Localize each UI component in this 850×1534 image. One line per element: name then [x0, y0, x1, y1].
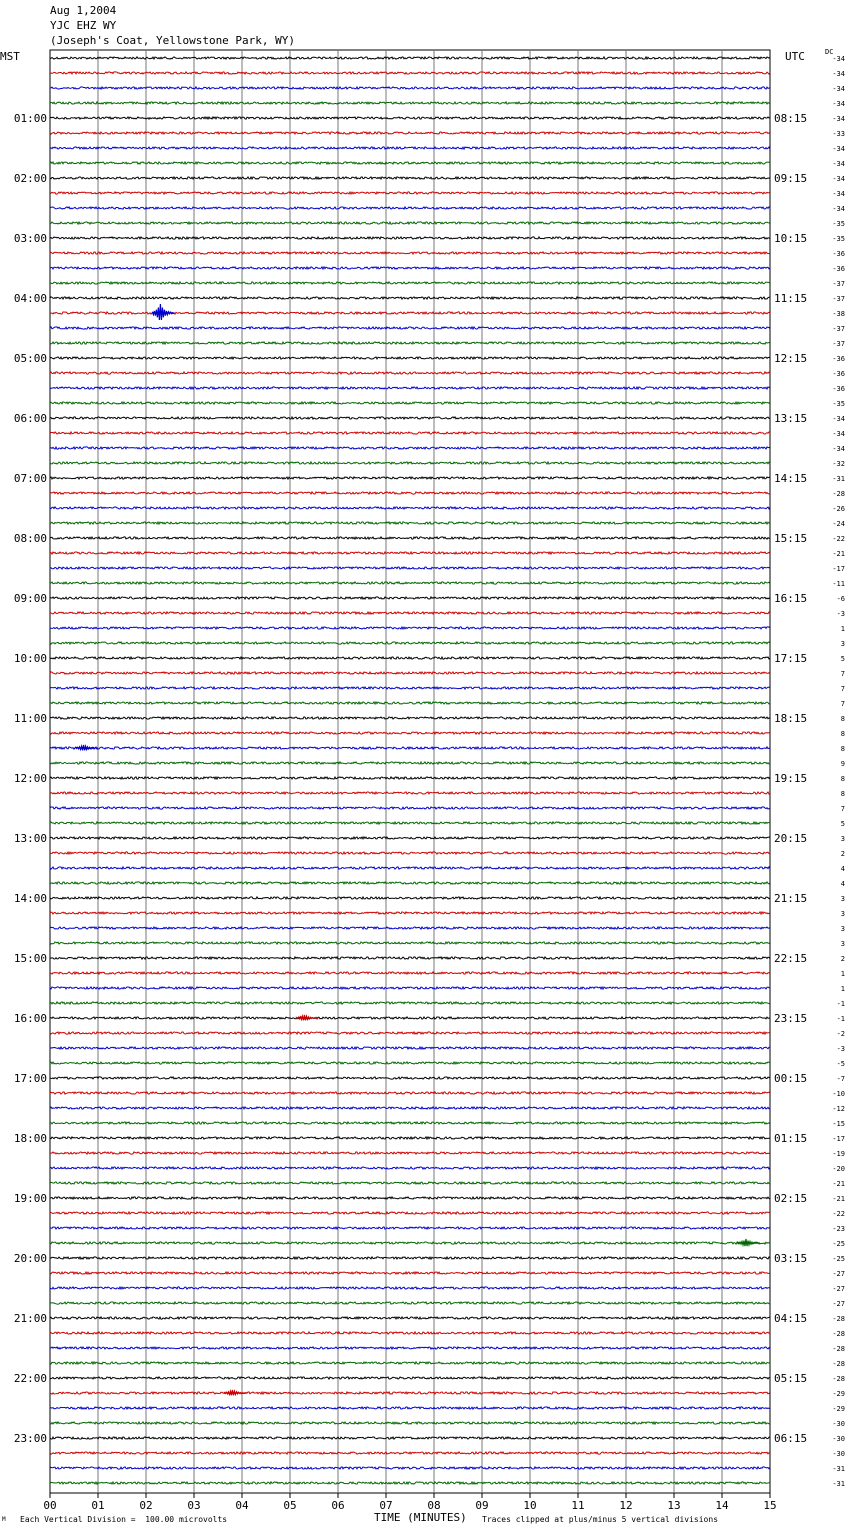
dc-offset-label: -36	[832, 385, 845, 393]
seismic-trace	[50, 1047, 770, 1049]
mst-hour-label: 20:00	[13, 1252, 47, 1265]
seismic-event	[296, 1015, 318, 1020]
dc-offset-label: -27	[832, 1285, 845, 1293]
mst-hour-label: 08:00	[13, 532, 47, 545]
dc-offset-label: -27	[832, 1270, 845, 1278]
dc-offset-label: -30	[832, 1450, 845, 1458]
seismic-trace	[50, 447, 770, 449]
dc-offset-label: 7	[840, 670, 845, 678]
dc-offset-label: 3	[840, 925, 845, 933]
mst-hour-label: 21:00	[13, 1312, 47, 1325]
x-tick-label: 04	[235, 1499, 249, 1512]
utc-hour-label: 17:15	[774, 652, 808, 665]
clip-note: Traces clipped at plus/minus 5 vertical divisions	[482, 1515, 719, 1524]
dc-offset-label: -28	[832, 1345, 845, 1353]
seismic-trace	[50, 477, 770, 479]
seismic-trace	[50, 762, 770, 764]
x-tick-label: 07	[379, 1499, 393, 1512]
seismic-trace	[50, 777, 770, 779]
dc-offset-label: -38	[832, 310, 845, 318]
dc-offset-label: -30	[832, 1420, 845, 1428]
seismic-trace	[50, 1347, 770, 1349]
seismic-trace	[50, 732, 770, 734]
utc-hour-label: 19:15	[774, 772, 808, 785]
dc-offset-label: -33	[832, 130, 845, 138]
seismic-trace	[50, 852, 770, 854]
utc-hour-label: 15:15	[774, 532, 808, 545]
utc-hour-label: 06:15	[774, 1432, 808, 1445]
mst-hour-label: 05:00	[13, 352, 47, 365]
seismic-trace	[50, 1242, 770, 1244]
seismic-trace	[50, 1182, 770, 1184]
dc-offset-label: -29	[832, 1405, 845, 1413]
dc-offset-label: -3	[836, 610, 845, 618]
utc-hour-label: 05:15	[774, 1372, 808, 1385]
dc-offset-label: -37	[832, 325, 845, 333]
dc-offset-label: 1	[840, 970, 845, 978]
dc-offset-label: -11	[832, 580, 845, 588]
dc-offset-label: -3	[836, 1045, 845, 1053]
seismic-trace	[50, 1212, 770, 1214]
dc-offset-label: -25	[832, 1255, 845, 1263]
utc-hour-label: 10:15	[774, 232, 808, 245]
seismic-trace	[50, 927, 770, 929]
dc-offset-label: -10	[832, 1090, 845, 1098]
dc-offset-label: 3	[840, 640, 845, 648]
seismic-trace	[50, 402, 770, 404]
seismic-trace	[50, 1032, 770, 1034]
station-location: (Joseph's Coat, Yellowstone Park, WY)	[50, 34, 296, 47]
x-tick-label: 06	[331, 1499, 345, 1512]
seismic-trace	[50, 642, 770, 644]
seismic-trace	[50, 102, 770, 104]
seismic-trace	[50, 492, 770, 494]
x-tick-label: 05	[283, 1499, 297, 1512]
seismic-trace	[50, 177, 770, 179]
seismic-trace	[50, 687, 770, 689]
utc-hour-label: 03:15	[774, 1252, 808, 1265]
dc-offset-label: -15	[832, 1120, 845, 1128]
dc-offset-label: -34	[832, 100, 845, 108]
seismic-trace	[50, 507, 770, 509]
seismic-trace	[50, 912, 770, 914]
dc-offset-label: -36	[832, 250, 845, 258]
dc-offset-label: 9	[840, 760, 845, 768]
seismic-trace	[50, 1227, 770, 1229]
seismic-trace	[50, 327, 770, 329]
dc-offset-label: -22	[832, 535, 845, 543]
mst-hour-label: 14:00	[13, 892, 47, 905]
seismic-trace	[50, 1167, 770, 1169]
dc-offset-label: -25	[832, 1240, 845, 1248]
utc-hour-label: 23:15	[774, 1012, 808, 1025]
seismic-trace	[50, 882, 770, 884]
dc-offset-label: 3	[840, 835, 845, 843]
mst-hour-label: 16:00	[13, 1012, 47, 1025]
dc-offset-label: -34	[832, 145, 845, 153]
utc-hour-label: 22:15	[774, 952, 808, 965]
dc-offset-label: -34	[832, 190, 845, 198]
seismic-trace	[50, 1302, 770, 1304]
dc-offset-label: -36	[832, 355, 845, 363]
mst-hour-label: 19:00	[13, 1192, 47, 1205]
mst-hour-label: 13:00	[13, 832, 47, 845]
seismic-trace	[50, 1152, 770, 1154]
dc-offset-label: -35	[832, 400, 845, 408]
dc-offset-label: 3	[840, 895, 845, 903]
dc-offset-label: -34	[832, 115, 845, 123]
seismic-trace	[50, 117, 770, 119]
seismic-trace	[50, 1257, 770, 1259]
utc-hour-label: 11:15	[774, 292, 808, 305]
dc-offset-label: -34	[832, 205, 845, 213]
dc-offset-label: -34	[832, 55, 845, 63]
dc-offset-label: -21	[832, 1195, 845, 1203]
seismic-trace	[50, 207, 770, 209]
dc-offset-label: -17	[832, 1135, 845, 1143]
dc-offset-label: 5	[840, 820, 845, 828]
vertical-scale-note: Each Vertical Division = 100.00 microvolts	[20, 1515, 228, 1524]
x-tick-label: 01	[91, 1499, 105, 1512]
utc-hour-label: 21:15	[774, 892, 808, 905]
seismic-trace	[50, 552, 770, 554]
mst-hour-label: 10:00	[13, 652, 47, 665]
seismic-trace	[50, 867, 770, 869]
seismic-trace	[50, 1377, 770, 1379]
dc-offset-label: -23	[832, 1225, 845, 1233]
seismic-trace	[50, 747, 770, 749]
dc-offset-label: -36	[832, 265, 845, 273]
utc-hour-label: 08:15	[774, 112, 808, 125]
mst-hour-label: 04:00	[13, 292, 47, 305]
dc-offset-label: -31	[832, 475, 845, 483]
seismic-trace	[50, 717, 770, 719]
utc-hour-label: 16:15	[774, 592, 808, 605]
seismic-trace	[50, 1077, 770, 1079]
mst-hour-label: 03:00	[13, 232, 47, 245]
seismic-trace	[50, 282, 770, 284]
seismic-trace	[50, 237, 770, 239]
dc-offset-label: 2	[840, 850, 845, 858]
dc-offset-label: -34	[832, 175, 845, 183]
seismic-trace	[50, 1002, 770, 1004]
dc-offset-label: -34	[832, 85, 845, 93]
utc-hour-label: 18:15	[774, 712, 808, 725]
seismic-trace	[50, 1452, 770, 1454]
seismic-trace	[50, 582, 770, 584]
utc-hour-label: 13:15	[774, 412, 808, 425]
dc-offset-label: -2	[836, 1030, 845, 1038]
seismic-trace	[50, 1092, 770, 1094]
x-tick-label: 08	[427, 1499, 441, 1512]
dc-offset-label: 2	[840, 955, 845, 963]
dc-offset-header: DC	[825, 48, 834, 56]
dc-offset-label: -34	[832, 445, 845, 453]
seismic-trace	[50, 987, 770, 989]
x-tick-label: 10	[523, 1499, 537, 1512]
dc-offset-label: 7	[840, 700, 845, 708]
dc-offset-label: -21	[832, 550, 845, 558]
mst-hour-label: 12:00	[13, 772, 47, 785]
corner-mark: M	[2, 1516, 6, 1523]
seismic-trace	[50, 612, 770, 614]
dc-offset-label: -26	[832, 505, 845, 513]
seismic-trace	[50, 822, 770, 824]
seismic-trace	[50, 1482, 770, 1484]
mst-hour-label: 02:00	[13, 172, 47, 185]
dc-offset-label: -28	[832, 1375, 845, 1383]
seismic-trace	[50, 972, 770, 974]
seismic-trace	[50, 87, 770, 89]
mst-hour-label: 11:00	[13, 712, 47, 725]
dc-offset-label: -22	[832, 1210, 845, 1218]
dc-offset-label: -30	[832, 1435, 845, 1443]
seismic-trace	[50, 567, 770, 569]
seismic-trace	[50, 657, 770, 659]
dc-offset-label: -27	[832, 1300, 845, 1308]
seismic-trace	[50, 267, 770, 269]
dc-offset-label: 1	[840, 985, 845, 993]
seismic-trace	[50, 1422, 770, 1424]
utc-hour-label: 02:15	[774, 1192, 808, 1205]
seismic-trace	[50, 1332, 770, 1334]
utc-hour-label: 09:15	[774, 172, 808, 185]
dc-offset-label: -12	[832, 1105, 845, 1113]
dc-offset-label: -19	[832, 1150, 845, 1158]
seismic-trace	[50, 1107, 770, 1109]
dc-offset-label: -24	[832, 520, 845, 528]
seismic-trace	[50, 702, 770, 704]
seismic-event	[738, 1239, 760, 1246]
mst-hour-label: 17:00	[13, 1072, 47, 1085]
dc-offset-label: -6	[836, 595, 845, 603]
seismic-trace	[50, 147, 770, 149]
x-tick-label: 03	[187, 1499, 201, 1512]
seismic-trace	[50, 522, 770, 524]
seismic-trace	[50, 597, 770, 599]
mst-hour-label: 01:00	[13, 112, 47, 125]
seismic-trace	[50, 72, 770, 74]
seismic-trace	[50, 192, 770, 194]
mst-hour-label: 09:00	[13, 592, 47, 605]
seismic-trace	[50, 297, 770, 299]
x-tick-label: 13	[667, 1499, 681, 1512]
dc-offset-label: 8	[840, 745, 845, 753]
seismic-trace	[50, 1062, 770, 1064]
dc-offset-label: -1	[836, 1000, 845, 1008]
x-tick-label: 14	[715, 1499, 729, 1512]
seismic-trace	[50, 1017, 770, 1019]
dc-offset-label: 5	[840, 655, 845, 663]
dc-offset-label: 7	[840, 805, 845, 813]
seismic-trace	[50, 387, 770, 389]
dc-offset-label: -17	[832, 565, 845, 573]
seismic-trace	[50, 1362, 770, 1364]
seismic-trace	[50, 1287, 770, 1289]
dc-offset-label: -20	[832, 1165, 845, 1173]
seismic-trace	[50, 672, 770, 674]
seismic-trace	[50, 1122, 770, 1124]
x-tick-label: 00	[43, 1499, 57, 1512]
dc-offset-label: 4	[840, 880, 845, 888]
seismic-traces	[50, 57, 770, 1484]
mst-hour-label: 06:00	[13, 412, 47, 425]
seismic-trace	[50, 792, 770, 794]
dc-offset-label: -1	[836, 1015, 845, 1023]
dc-offset-label: -21	[832, 1180, 845, 1188]
seismic-trace	[50, 342, 770, 344]
x-axis-title: TIME (MINUTES)	[374, 1511, 467, 1524]
dc-offset-label: -28	[832, 1315, 845, 1323]
dc-offset-label: 8	[840, 790, 845, 798]
utc-hour-label: 14:15	[774, 472, 808, 485]
dc-offset-label: -28	[832, 1360, 845, 1368]
dc-offset-label: -28	[832, 1330, 845, 1338]
seismic-trace	[50, 357, 770, 359]
x-tick-label: 11	[571, 1499, 585, 1512]
dc-offset-label: -32	[832, 460, 845, 468]
x-tick-label: 12	[619, 1499, 633, 1512]
utc-hour-label: 00:15	[774, 1072, 808, 1085]
x-tick-label: 15	[763, 1499, 777, 1512]
seismic-trace	[50, 162, 770, 164]
seismic-event	[76, 745, 98, 750]
seismic-trace	[50, 462, 770, 464]
dc-offset-label: -34	[832, 430, 845, 438]
seismic-event	[224, 1390, 246, 1395]
utc-hour-label: 20:15	[774, 832, 808, 845]
dc-offset-label: -5	[836, 1060, 845, 1068]
dc-offset-label: -37	[832, 280, 845, 288]
dc-offset-label: -37	[832, 295, 845, 303]
seismic-trace	[50, 1407, 770, 1409]
dc-offset-label: 1	[840, 625, 845, 633]
seismic-trace	[50, 1392, 770, 1394]
dc-offset-label: 8	[840, 775, 845, 783]
dc-offset-label: 3	[840, 910, 845, 918]
dc-offset-label: -34	[832, 70, 845, 78]
dc-offset-label: -37	[832, 340, 845, 348]
seismic-trace	[50, 1317, 770, 1319]
seismic-trace	[50, 1467, 770, 1469]
mst-hour-label: 15:00	[13, 952, 47, 965]
seismic-trace	[50, 432, 770, 434]
dc-offset-label: -34	[832, 415, 845, 423]
axis-labels	[14, 55, 845, 1512]
dc-offset-label: -7	[836, 1075, 845, 1083]
dc-offset-label: 3	[840, 940, 845, 948]
dc-offset-label: -35	[832, 220, 845, 228]
dc-offset-label: -29	[832, 1390, 845, 1398]
seismic-trace	[50, 627, 770, 629]
seismic-trace	[50, 1137, 770, 1139]
dc-offset-label: 8	[840, 730, 845, 738]
mst-hour-label: 18:00	[13, 1132, 47, 1145]
dc-offset-label: -31	[832, 1480, 845, 1488]
seismic-trace	[50, 252, 770, 254]
seismic-trace	[50, 1437, 770, 1439]
mst-hour-label: 22:00	[13, 1372, 47, 1385]
seismic-trace	[50, 1197, 770, 1199]
left-timezone-label: MST	[0, 50, 20, 63]
dc-offset-label: 7	[840, 685, 845, 693]
seismic-trace	[50, 837, 770, 839]
seismic-trace	[50, 222, 770, 224]
station-code: YJC EHZ WY	[50, 19, 117, 32]
dc-offset-label: -36	[832, 370, 845, 378]
seismic-trace	[50, 1272, 770, 1274]
seismic-trace	[50, 417, 770, 419]
dc-offset-label: -35	[832, 235, 845, 243]
utc-hour-label: 04:15	[774, 1312, 808, 1325]
dc-offset-label: -34	[832, 160, 845, 168]
seismic-trace	[50, 807, 770, 809]
plot-frame	[50, 50, 770, 1493]
x-tick-label: 02	[139, 1499, 153, 1512]
seismic-trace	[50, 942, 770, 944]
seismic-trace	[50, 537, 770, 539]
seismic-trace	[50, 957, 770, 959]
utc-hour-label: 12:15	[774, 352, 808, 365]
utc-hour-label: 01:15	[774, 1132, 808, 1145]
record-date: Aug 1,2004	[50, 4, 117, 17]
mst-hour-label: 23:00	[13, 1432, 47, 1445]
right-timezone-label: UTC	[785, 50, 805, 63]
mst-hour-label: 07:00	[13, 472, 47, 485]
seismic-trace	[50, 132, 770, 134]
seismic-trace	[50, 57, 770, 59]
seismic-trace	[50, 897, 770, 899]
dc-offset-label: -28	[832, 490, 845, 498]
dc-offset-label: 4	[840, 865, 845, 873]
seismic-trace	[50, 372, 770, 374]
dc-offset-label: 8	[840, 715, 845, 723]
x-tick-label: 09	[475, 1499, 489, 1512]
dc-offset-label: -31	[832, 1465, 845, 1473]
